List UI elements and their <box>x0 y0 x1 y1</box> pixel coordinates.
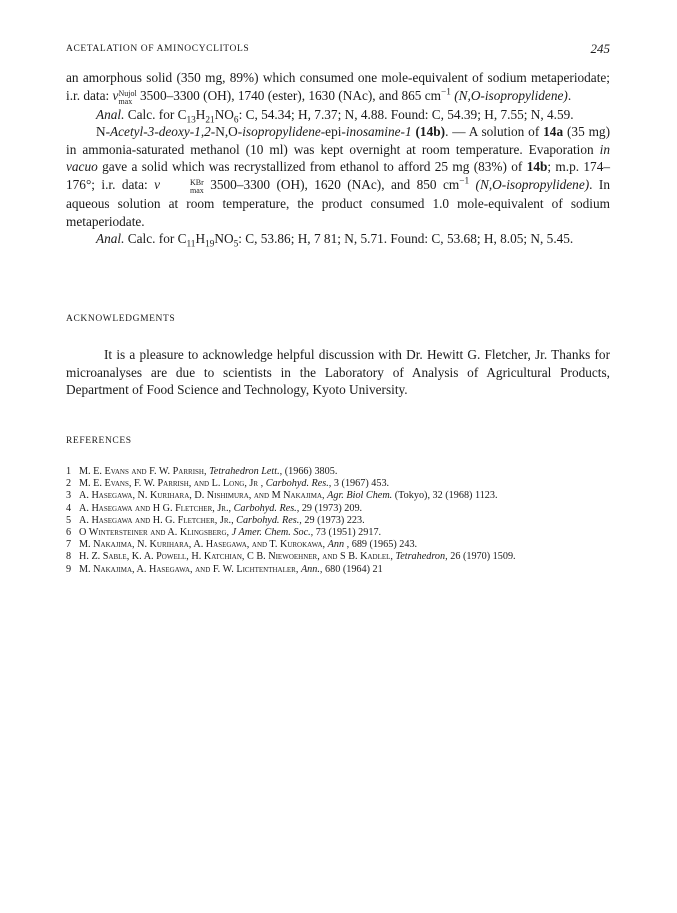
reference-details: (1966) 3805. <box>282 466 338 477</box>
acknowledgments-heading: ACKNOWLEDGMENTS <box>66 314 176 324</box>
reference-number: 5 <box>66 514 72 526</box>
reference-number: 9 <box>66 563 72 575</box>
reference-item <box>66 515 610 527</box>
reference-number: 7 <box>66 539 72 551</box>
reference-number: 6 <box>66 527 72 539</box>
references-heading: REFERENCES <box>66 436 132 446</box>
reference-item <box>66 503 610 515</box>
reference-item <box>66 539 610 551</box>
running-title: ACETALATION OF AMINOCYCLITOLS <box>66 44 250 54</box>
reference-details: 29 (1973) 209. <box>299 502 363 514</box>
reference-authors: O Wintersteiner and A. Klingsberg, <box>79 527 230 539</box>
reference-authors: M. Nakajima, N. Kurihara, A. Hasegawa, and T. Kurokawa, <box>79 539 326 551</box>
reference-journal: Ann., <box>300 563 323 575</box>
reference-authors: A. Hasegawa and H G. Fletcher, Jr., <box>79 502 232 514</box>
reference-details: 689 (1965) 243. <box>349 539 418 551</box>
reference-authors: A. Hasegawa and H. G. Fletcher, Jr., <box>79 514 234 526</box>
paragraph-14a-data: an amorphous solid (350 mg, 89%) which consumed one mole-equivalent of sodium metaperiodate; i.r. data: ν Nujol max 3500–3300 (OH), 1740 (ester), 1630 (NAc), and 865 $cm^{-1}$ (N,O-isopropylidene). <box>66 70 610 106</box>
reference-authors: M. E. Evans, F. W. Parrish, and L. Long, Jr , <box>79 478 264 490</box>
reference-number: 4 <box>66 502 72 514</box>
reference-details: 3 (1967) 453. <box>331 478 390 490</box>
reference-details: 29 (1973) 223. <box>301 514 365 526</box>
reference-journal: Agr. Biol Chem. <box>327 490 393 502</box>
reference-item <box>66 478 610 490</box>
reference-authors: M. E. Evans and F. W. Parrish, <box>79 466 207 477</box>
reference-item <box>66 490 610 502</box>
reference-journal: Tetrahedron Lett., <box>209 466 283 477</box>
experimental-text <box>66 69 610 248</box>
reference-details: 680 (1964) 21 <box>322 563 383 575</box>
reference-number: 3 <box>66 490 72 502</box>
nu-scripts-kbr: KBr max <box>190 177 204 195</box>
reference-item <box>66 466 610 478</box>
reference-number: 1 <box>66 466 72 477</box>
reference-number: 8 <box>66 551 72 563</box>
reference-authors: H. Z. Sable, K. A. Powell, H. Katchian, C B. Niewoehner, and S B. Kadlel, <box>79 551 393 563</box>
nu-scripts: Nujol max <box>118 88 137 106</box>
page-header <box>66 41 610 59</box>
reference-journal: Ann , <box>327 539 350 551</box>
reference-journal: Carbohyd. Res., <box>233 502 300 514</box>
reference-journal: Tetrahedron, <box>395 551 448 563</box>
page-number: 245 <box>590 41 610 56</box>
reference-item <box>66 564 610 576</box>
reference-authors: A. Hasegawa, N. Kurihara, D. Nishimura, and M Nakajima, <box>79 490 325 502</box>
analysis-14b: Anal. Calc. for $C_{11}H_{19}NO_5$: C, 53.86; H, 7 81; N, 5.71. Found: C, 53.68; H, 8.05; N, 5.45. <box>96 231 574 250</box>
reference-details: 73 (1951) 2917. <box>313 527 382 539</box>
reference-journal: Carbohyd. Res., <box>236 514 302 526</box>
reference-number: 2 <box>66 478 72 490</box>
reference-journal: J Amer. Chem. Soc., <box>231 527 314 539</box>
reference-authors: M. Nakajima, A. Hasegawa, and F. W. Lichtenthaler, <box>79 563 299 575</box>
paragraph-14b: N-Acetyl-3-deoxy-1,2-N,O-isopropylidene-epi-inosamine-1 (14b). — A solution of 14a (35 mg) in ammonia-saturated methanol (10 ml) was kept overnight at room temperature. Evaporation in vacuo gave a solid which was recrystallized from ethanol to afford 25 mg (83%) of 14b; m.p. 174–176°; i.r. data: ν KBr max 3500–3300 (OH), 1620 (NAc), and 850 $cm^{-1}$ (N,O-isopropylidene). In aqueous solution at room temperature, the product consumed 1.0 mole-equivalent of sodium metaperiodate. <box>66 124 611 229</box>
acknowledgments-text: It is a pleasure to acknowledge helpful discussion with Dr. Hewitt G. Fletcher, Jr. Thanks for microanalyses are due to scientists in the Laboratory of Analysis of Agricultural Products, Department of Food Science and Technology, Kyoto University. <box>66 347 610 398</box>
reference-list <box>66 466 610 576</box>
reference-journal: Carbohyd. Res., <box>265 478 332 490</box>
analysis-14a: Anal. Calc. for $C_{13}H_{21}NO_6$: C, 54.34; H, 7.37; N, 4.88. Found: C, 54.39; H, 7.55; N, 4.59. <box>96 106 574 126</box>
reference-details: (Tokyo), 32 (1968) 1123. <box>392 490 498 502</box>
reference-details: 26 (1970) 1509. <box>447 551 516 563</box>
reference-item <box>66 527 610 539</box>
reference-item <box>66 551 610 563</box>
